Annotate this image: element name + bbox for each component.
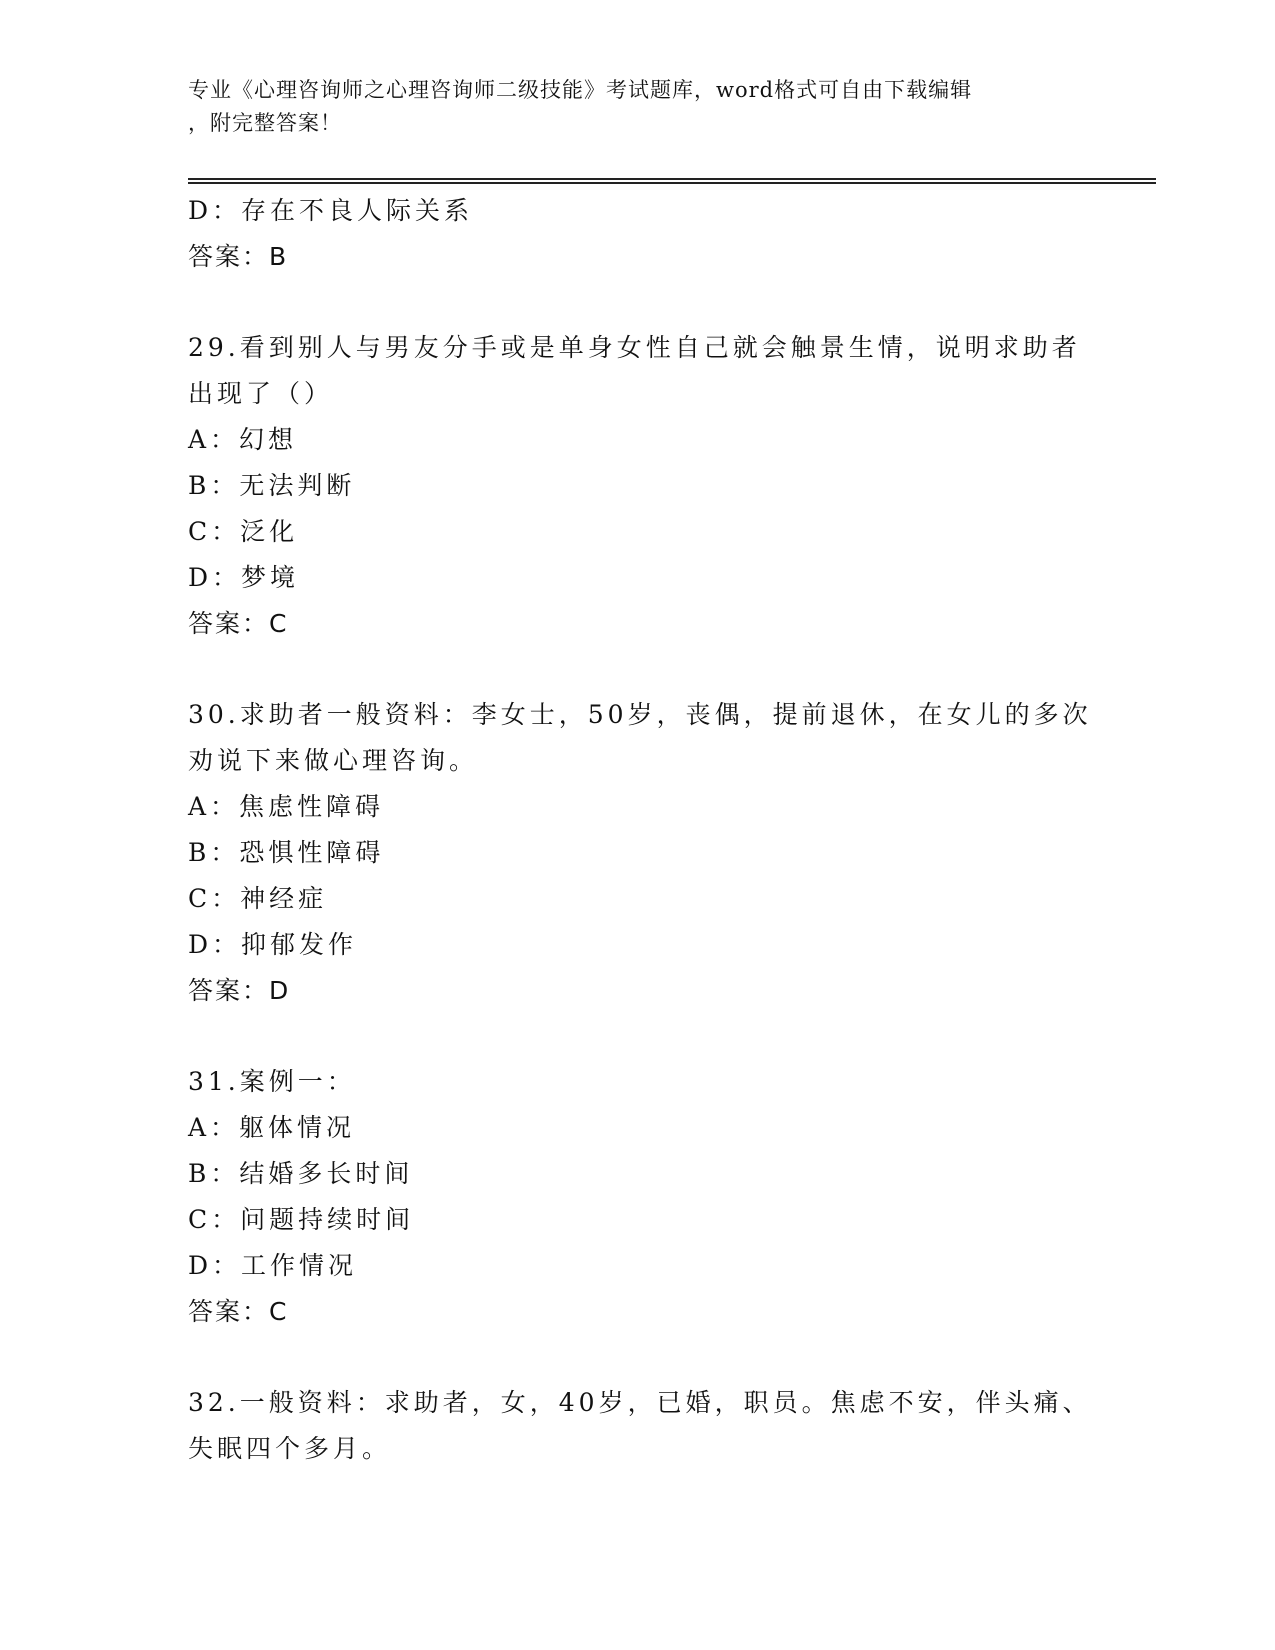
answer-label: 答案：C [188,1297,289,1326]
question-text-cont: 失眠四个多月。 [188,1434,392,1463]
option-b: B：恐惧性障碍 [188,838,385,867]
question-list [188,188,1092,1472]
header-line-1: 专业《心理咨询师之心理咨询师二级技能》考试题库，word格式可自由下载编辑 [188,78,973,102]
question-text-cont: 出现了（） [188,379,334,408]
question-text: 30.求助者一般资料：李女士，50岁，丧偶，提前退休，在女儿的多次 [188,700,1092,729]
question-text: 29.看到别人与男友分手或是单身女性自己就会触景生情，说明求助者 [188,333,1081,362]
option-a: A：幻想 [188,425,298,454]
option-d: D：梦境 [188,563,300,592]
option-d: D：抑郁发作 [188,930,358,959]
divider-line-top [188,178,1156,180]
answer-label: 答案：D [188,976,291,1005]
question-text-cont: 劝说下来做心理咨询。 [188,746,479,775]
document-header [188,74,1088,140]
option-c: C：问题持续时间 [188,1205,415,1234]
question-31 [188,1059,1088,1335]
header-divider [188,178,1156,184]
question-30 [188,692,1092,1014]
answer-label: 答案：C [188,609,289,638]
question-text: 31.案例一： [188,1067,356,1096]
option-b: B：无法判断 [188,471,356,500]
option-a: A：躯体情况 [188,1113,356,1142]
option-c: C：泛化 [188,517,299,546]
spacer [188,1014,1088,1059]
previous-question-tail [188,188,1088,280]
option-b: B：结婚多长时间 [188,1159,414,1188]
option-a: A：焦虑性障碍 [188,792,385,821]
divider-line-bottom [188,182,1156,184]
option-d: D：工作情况 [188,1251,358,1280]
header-line-2: ，附完整答案！ [188,111,342,135]
spacer [188,280,1088,325]
question-32 [188,1380,1092,1472]
answer-label: 答案：B [188,242,289,271]
spacer [188,1335,1088,1380]
option-c: C：神经症 [188,884,328,913]
option-d: D：存在不良人际关系 [188,196,474,225]
question-text: 32.一般资料：求助者，女，40岁，已婚，职员。焦虑不安，伴头痛、 [188,1388,1092,1417]
question-29 [188,325,1088,647]
spacer [188,647,1088,692]
